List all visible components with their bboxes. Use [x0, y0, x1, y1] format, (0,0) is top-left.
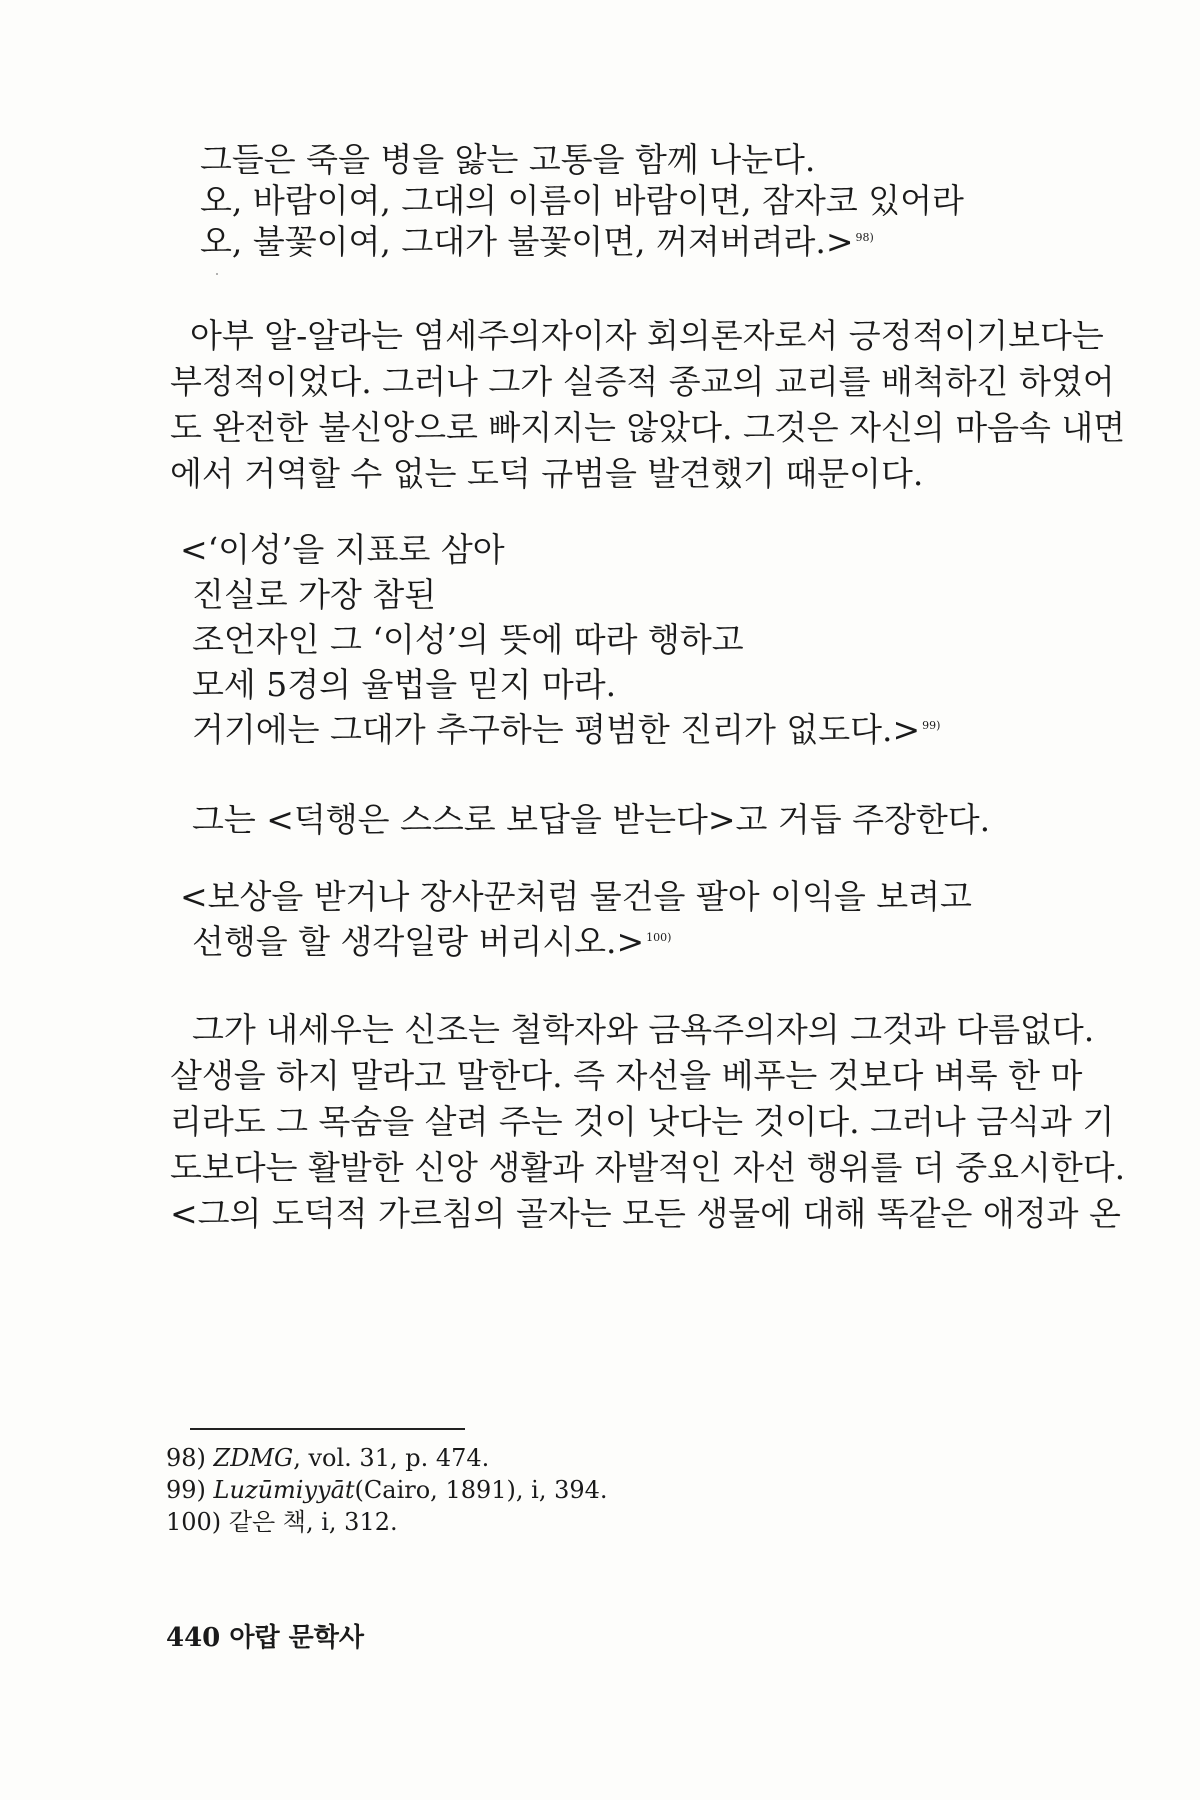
footnote-number: 98)	[166, 1444, 206, 1472]
footnote-source-detail: 같은 책, i, 312.	[228, 1508, 398, 1536]
poem2-line-5-text: 거기에는 그대가 추구하는 평범한 진리가 없도다.>	[192, 710, 921, 749]
footnote-number: 99)	[166, 1476, 206, 1504]
poem3-line-1: <보상을 받거나 장사꾼처럼 물건을 팔아 이익을 보려고	[180, 877, 972, 916]
footnote-source-title: Luzūmiyyāt	[213, 1476, 355, 1504]
footnote-ref-98: 98)	[855, 231, 874, 244]
poem2-line-4: 모세 5경의 율법을 믿지 마라.	[192, 665, 617, 704]
footnote-ref-100: 100)	[646, 931, 672, 944]
footnote-100	[166, 1507, 398, 1537]
para1-line-3: 도 완전한 불신앙으로 빠지지는 않았다. 그것은 자신의 마음속 내면	[170, 408, 1126, 447]
para1-line-1: 아부 알-알라는 염세주의자이자 회의론자로서 긍정적이기보다는	[190, 316, 1104, 355]
poem1-line-3	[200, 222, 874, 262]
speck	[216, 273, 218, 275]
poem2-line-3: 조언자인 그 ‘이성’의 뜻에 따라 행하고	[192, 620, 744, 659]
para1-line-4: 에서 거역할 수 없는 도덕 규범을 발견했기 때문이다.	[170, 454, 924, 493]
poem3-line-2	[192, 922, 671, 962]
poem2-line-2: 진실로 가장 참된	[192, 575, 437, 614]
footnote-rule	[190, 1428, 465, 1430]
footnote-source-title: ZDMG	[213, 1444, 294, 1472]
para3-line-5: <그의 도덕적 가르침의 골자는 모든 생물에 대해 똑같은 애정과 온	[170, 1194, 1121, 1233]
footnote-ref-99: 99)	[922, 719, 941, 732]
poem2-line-1: <‘이성’을 지표로 삼아	[180, 530, 505, 569]
poem1-line-1: 그들은 죽을 병을 앓는 고통을 함께 나눈다.	[200, 140, 816, 179]
footnote-number: 100)	[166, 1508, 222, 1536]
poem3-line-2-text: 선행을 할 생각일랑 버리시오.>	[192, 922, 645, 961]
footnote-98	[166, 1443, 489, 1473]
poem1-line-3-text: 오, 불꽃이여, 그대가 불꽃이면, 꺼져버려라.>	[200, 222, 854, 261]
para3-line-4: 도보다는 활발한 신앙 생활과 자발적인 자선 행위를 더 중요시한다.	[170, 1148, 1126, 1187]
footnote-99	[166, 1475, 608, 1505]
footnote-source-detail: , vol. 31, p. 474.	[293, 1444, 490, 1472]
para2: 그는 <덕행은 스스로 보답을 받는다>고 거듭 주장한다.	[192, 800, 991, 839]
poem1-line-2: 오, 바람이여, 그대의 이름이 바람이면, 잠자코 있어라	[200, 181, 964, 220]
page-folio: 440 아랍 문학사	[166, 1623, 364, 1653]
para3-line-3: 리라도 그 목숨을 살려 주는 것이 낫다는 것이다. 그러나 금식과 기	[170, 1102, 1115, 1141]
para1-line-2: 부정적이었다. 그러나 그가 실증적 종교의 교리를 배척하긴 하였어	[170, 362, 1115, 401]
poem2-line-5	[192, 710, 940, 750]
para3-line-2: 살생을 하지 말라고 말한다. 즉 자선을 베푸는 것보다 벼룩 한 마	[170, 1056, 1083, 1095]
para3-line-1: 그가 내세우는 신조는 철학자와 금욕주의자의 그것과 다름없다.	[192, 1010, 1095, 1049]
footnote-source-detail: (Cairo, 1891), i, 394.	[354, 1476, 608, 1504]
